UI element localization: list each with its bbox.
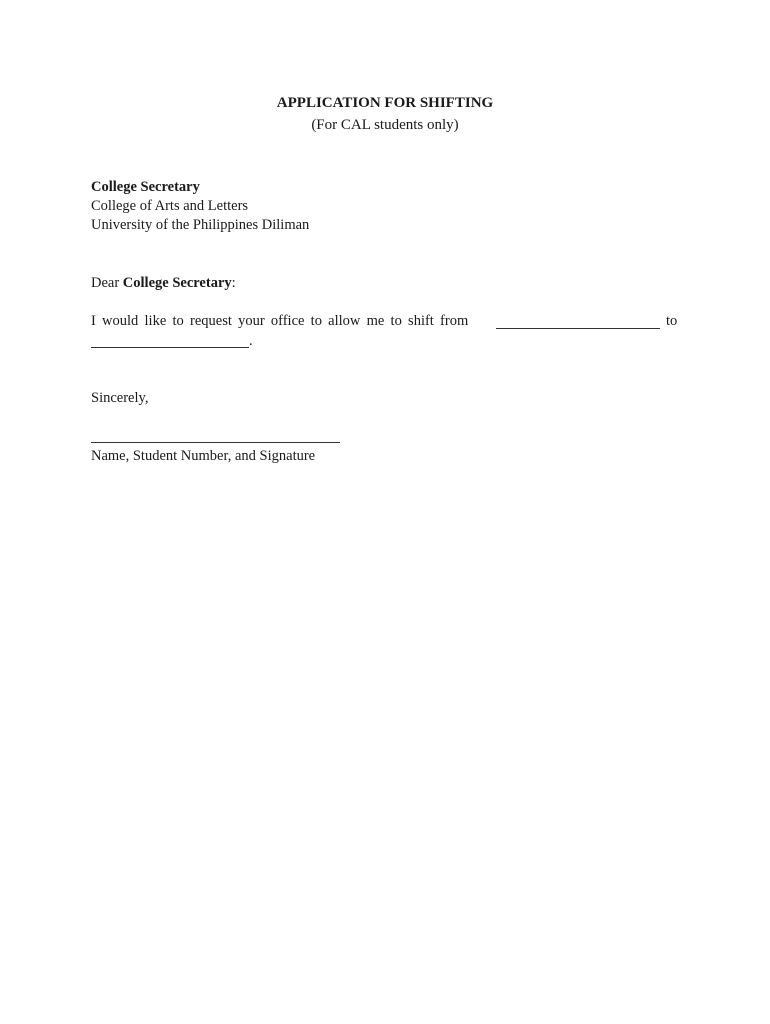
closing: Sincerely, [91, 390, 149, 406]
request-to-word: to [666, 313, 678, 329]
salutation-prefix: Dear [91, 275, 123, 291]
signature-label: Name, Student Number, and Signature [91, 448, 316, 464]
salutation-suffix: : [231, 275, 236, 291]
salutation [91, 275, 236, 292]
document-subtitle: (For CAL students only) [311, 117, 459, 133]
to-program-blank[interactable] [91, 347, 249, 348]
request-paragraph [91, 313, 680, 333]
request-end-period: . [249, 333, 253, 349]
from-program-blank[interactable] [496, 328, 660, 329]
signature-line[interactable] [91, 442, 340, 443]
addressee-line-university: University of the Philippines Diliman [91, 217, 310, 233]
addressee-name: College Secretary [91, 179, 200, 195]
salutation-name: College Secretary [122, 275, 232, 291]
request-text: I would like to request your office to allow me to shift from [91, 313, 469, 329]
document-title: APPLICATION FOR SHIFTING [276, 95, 494, 111]
addressee-line-college: College of Arts and Letters [91, 198, 249, 214]
